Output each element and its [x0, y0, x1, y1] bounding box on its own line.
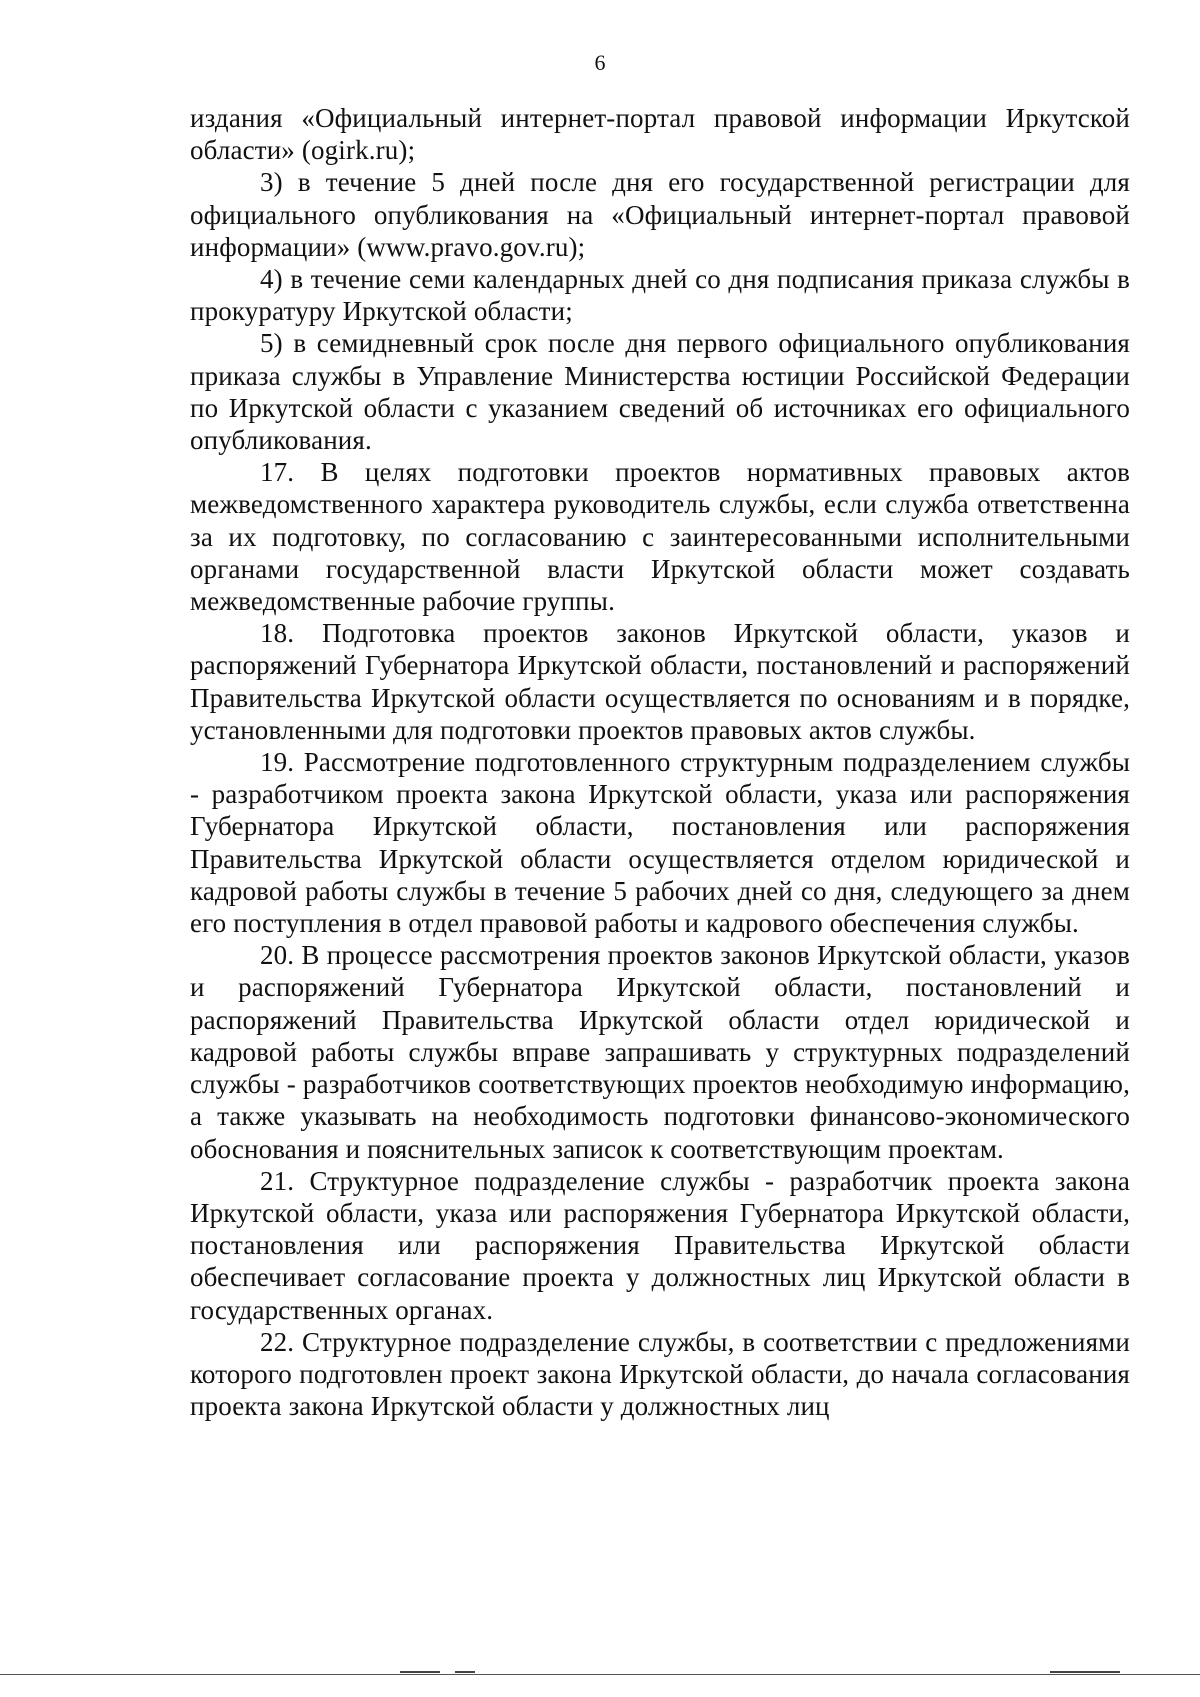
scan-artifact-dash — [1050, 1671, 1120, 1673]
paragraph-20: 20. В процессе рассмотрения проектов законов Иркутской области, указов и распоряжений Губернатора Иркутской области, постановлений и распоряжений Правительства Иркутской области отдел юридической и кадровой работы службы вправе запрашивать у структурных подразделений службы - разработчиков соответствующих проектов необходимую информацию, а также указывать на необходимость подготовки финансово-экономического обоснования и пояснительных записок к соответствующим проектам. — [190, 940, 1130, 1164]
paragraph-17: 17. В целях подготовки проектов нормативных правовых актов межведомственного характера руководитель службы, если служба ответственна за их подготовку, по согласованию с заинтересованными исполнительными органами государственной власти Иркутской области может создавать межведомственные рабочие группы. — [190, 457, 1130, 617]
paragraph-21: 21. Структурное подразделение службы - разработчик проекта закона Иркутской области, указа или распоряжения Губернатора Иркутской области, постановления или распоряжения Правительства Иркутской области обеспечивает согласование проекта у должностных лиц Иркутской области в государственных органах. — [190, 1165, 1130, 1325]
scan-edge-line — [0, 1674, 1200, 1675]
paragraph-item-5: 5) в семидневный срок после дня первого официального опубликования приказа службы в Управление Министерства юстиции Российской Федерации по Иркутской области с указанием сведений об источниках его официального опубликования. — [190, 328, 1130, 456]
scan-artifact-dash — [400, 1671, 440, 1673]
paragraph-22: 22. Структурное подразделение службы, в соответствии с предложениями которого подготовлен проект закона Иркутской области, до начала согласования проекта закона Иркутской области у должностных лиц — [190, 1326, 1130, 1422]
paragraph-18: 18. Подготовка проектов законов Иркутской области, указов и распоряжений Губернатора Иркутской области, постановлений и распоряжений Правительства Иркутской области осуществляется по основаниям и в порядке, установленными для подготовки проектов правовых актов службы. — [190, 618, 1130, 745]
scan-artifact-dash — [455, 1671, 475, 1673]
paragraph-continuation: издания «Официальный интернет-портал правовой информации Иркутской области» (ogirk.ru); — [190, 103, 1130, 166]
document-body — [190, 102, 1130, 1422]
paragraph-item-3: 3) в течение 5 дней после дня его государственной регистрации для официального опубликования на «Официальный интернет-портал правовой информации» (www.pravo.gov.ru); — [190, 167, 1130, 262]
page-number: 6 — [594, 50, 606, 75]
paragraph-item-4: 4) в течение семи календарных дней со дня подписания приказа службы в прокуратуру Иркутской области; — [190, 264, 1130, 327]
paragraph-19: 19. Рассмотрение подготовленного структурным подразделением службы - разработчиком проекта закона Иркутской области, указа или распоряжения Губернатора Иркутской области, постановления или распоряжения Правительства Иркутской области осуществляется отделом юридической и кадровой работы службы в течение 5 рабочих дней со дня, следующего за днем его поступления в отдел правовой работы и кадрового обеспечения службы. — [190, 747, 1130, 939]
